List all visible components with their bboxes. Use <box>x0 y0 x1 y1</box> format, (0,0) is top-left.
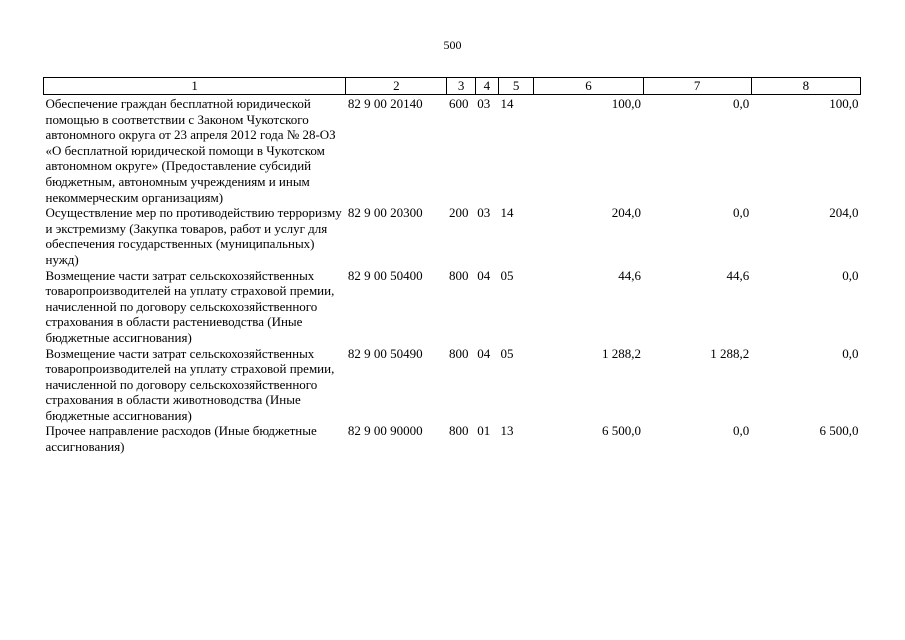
row-value-8: 6 500,0 <box>819 423 859 439</box>
row-rz: 04 <box>477 345 491 361</box>
row-vr: 800 <box>448 345 469 361</box>
row-value-8: 204,0 <box>829 205 859 221</box>
table-row <box>44 205 861 267</box>
row-pr: 14 <box>500 205 514 221</box>
row-value-8: 0,0 <box>842 345 859 361</box>
row-value-7: 0,0 <box>732 205 750 221</box>
column-header: 4 <box>475 78 498 95</box>
row-name: Обеспечение граждан бесплатной юридической помощью в соответствии с Законом Чукотского автономного округа от 23 апреля 2012 года № 28-ОЗ «О бесплатной юридической помощи в Чукотском автономном округе» (Предоставление субсидий бюджетным, автономным учреждениям и иным некоммерческим организациям) <box>45 96 336 205</box>
row-pr: 05 <box>500 267 514 283</box>
row-code: 82 9 00 20140 <box>347 96 423 111</box>
column-header: 2 <box>346 78 447 95</box>
column-header: 8 <box>751 78 860 95</box>
row-name: Осуществление мер по противодействию терроризму и экстремизму (Закупка товаров, работ и услуг для обеспечения государственных (муниципальных) нужд) <box>45 205 342 267</box>
row-vr: 800 <box>448 423 469 439</box>
table-row <box>44 423 861 454</box>
row-value-6: 100,0 <box>611 96 642 111</box>
row-value-6: 1 288,2 <box>602 345 642 361</box>
row-code: 82 9 00 90000 <box>347 423 423 439</box>
row-value-6: 204,0 <box>611 205 642 221</box>
row-value-7: 0,0 <box>732 96 750 111</box>
row-value-6: 44,6 <box>618 267 642 283</box>
row-code: 82 9 00 50400 <box>347 267 423 283</box>
table-row <box>44 95 861 206</box>
row-pr: 14 <box>500 96 514 111</box>
row-pr: 05 <box>500 345 514 361</box>
row-vr: 800 <box>448 267 469 283</box>
budget-table <box>43 77 861 455</box>
row-pr: 13 <box>500 423 514 439</box>
row-vr: 600 <box>448 96 469 111</box>
row-rz: 01 <box>477 423 491 439</box>
row-value-6: 6 500,0 <box>602 423 642 439</box>
column-header: 5 <box>498 78 533 95</box>
row-code: 82 9 00 50490 <box>347 345 423 361</box>
header-row <box>44 78 861 95</box>
row-value-8: 0,0 <box>842 267 859 283</box>
row-code: 82 9 00 20300 <box>347 205 423 221</box>
row-value-7: 1 288,2 <box>710 345 750 361</box>
row-name: Возмещение части затрат сельскохозяйственных товаропроизводителей на уплату страховой премии, начисленной по договору сельскохозяйственного страхования в области растениеводства (Иные бюджетные ассигнования) <box>45 267 335 345</box>
row-rz: 04 <box>477 267 491 283</box>
row-value-7: 0,0 <box>732 423 750 439</box>
row-vr: 200 <box>448 205 469 221</box>
table-row <box>44 268 861 346</box>
row-name: Прочее направление расходов (Иные бюджетные ассигнования) <box>45 423 317 455</box>
row-rz: 03 <box>477 205 491 221</box>
row-rz: 03 <box>477 96 491 111</box>
row-name: Возмещение части затрат сельскохозяйственных товаропроизводителей на уплату страховой премии, начисленной по договору сельскохозяйственного страхования в области животноводства (Иные бюджетные ассигнования) <box>45 345 335 423</box>
page-number: 500 <box>443 38 462 52</box>
column-header: 1 <box>44 78 346 95</box>
column-header: 3 <box>447 78 475 95</box>
row-value-8: 100,0 <box>829 96 859 111</box>
table-row <box>44 346 861 424</box>
column-header: 6 <box>534 78 643 95</box>
row-value-7: 44,6 <box>726 267 750 283</box>
column-header: 7 <box>643 78 751 95</box>
